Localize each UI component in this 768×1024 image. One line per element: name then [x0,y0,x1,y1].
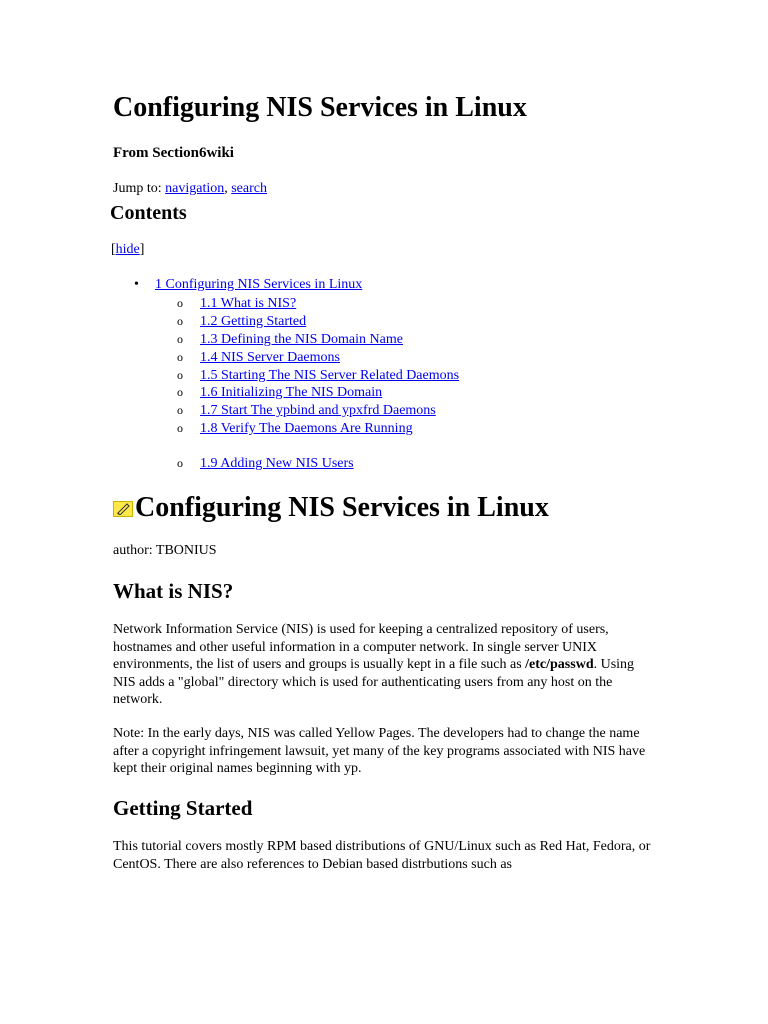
what-is-nis-paragraph-1 [113,621,658,709]
jump-separator: , [224,181,232,196]
circle-bullet-icon: o [177,332,183,346]
hide-bracket-close: ] [139,242,145,257]
search-link[interactable]: search [231,181,267,196]
circle-bullet-icon: o [177,296,183,310]
toc-subitem [177,348,340,367]
jump-prefix: Jump to: [113,181,166,196]
toc-link-1-7[interactable]: 1.7 Start The ypbind and ypxfrd Daemons [200,403,436,418]
section-heading-text: Configuring NIS Services in Linux [135,492,549,523]
toc-subitem [177,401,436,420]
p1-path: /etc/passwd [525,657,594,673]
hide-bracket-open: [ [111,242,116,257]
toc-link-1-1[interactable]: 1.1 What is NIS? [200,296,297,311]
circle-bullet-icon: o [177,368,183,382]
what-is-nis-paragraph-2: Note: In the early days, NIS was called Yellow Pages. The developers had to change the name after a copyright infringement lawsuit, yet many of the key programs associated with NIS have kept their original names beginning with yp. [113,726,646,777]
hide-link[interactable]: hide [115,242,140,257]
circle-bullet-icon: o [177,456,183,470]
toc-heading: Contents [110,202,187,224]
toc-subitem [177,294,296,313]
bullet-icon: • [134,277,139,292]
author-line: author: TBONIUS [113,543,217,558]
toc-link-1-5[interactable]: 1.5 Starting The NIS Server Related Daemons [200,368,460,383]
toc-subitem [177,454,354,473]
getting-started-heading: Getting Started [113,796,253,820]
page-title: Configuring NIS Services in Linux [113,92,527,123]
circle-bullet-icon: o [177,350,183,364]
toc-link-1-9[interactable]: 1.9 Adding New NIS Users [200,456,354,471]
circle-bullet-icon: o [177,403,183,417]
toc-link-1-3[interactable]: 1.3 Defining the NIS Domain Name [200,332,403,347]
toc-link-1[interactable]: 1 Configuring NIS Services in Linux [155,277,363,292]
navigation-link[interactable]: navigation [165,181,225,196]
toc-link-1-4[interactable]: 1.4 NIS Server Daemons [200,350,340,365]
toc-link-1-8[interactable]: 1.8 Verify The Daemons Are Running [200,421,413,436]
toc-hide-toggle [111,241,144,259]
toc-link-1-6[interactable]: 1.6 Initializing The NIS Domain [200,385,383,400]
p1-text-a: Network Information Service (NIS) is used for keeping a centralized repository of users, hostnames and other useful information in a computer network. In single server UNIX environments, the list of users and groups is usually kept in a file such as [113,622,609,673]
getting-started-paragraph-1: This tutorial covers mostly RPM based distributions of GNU/Linux such as Red Hat, Fedora, or CentOS. There are also references to Debian based distrbutions such as [113,839,651,872]
toc-item-1 [134,276,362,294]
toc-subitem [177,312,306,331]
jump-to-links [113,180,267,198]
toc-subitem [177,330,403,349]
p1-text-b: . Using NIS adds a "global" directory which is used for authenticating users from any host on the network. [113,657,635,708]
edit-icon[interactable] [113,501,133,517]
toc-link-1-2[interactable]: 1.2 Getting Started [200,314,307,329]
toc-subitem [177,419,413,438]
section-heading [113,490,549,526]
circle-bullet-icon: o [177,385,183,399]
what-is-nis-heading: What is NIS? [113,579,234,603]
page-subtitle: From Section6wiki [113,145,234,161]
toc-subitem [177,383,382,402]
circle-bullet-icon: o [177,314,183,328]
circle-bullet-icon: o [177,421,183,435]
